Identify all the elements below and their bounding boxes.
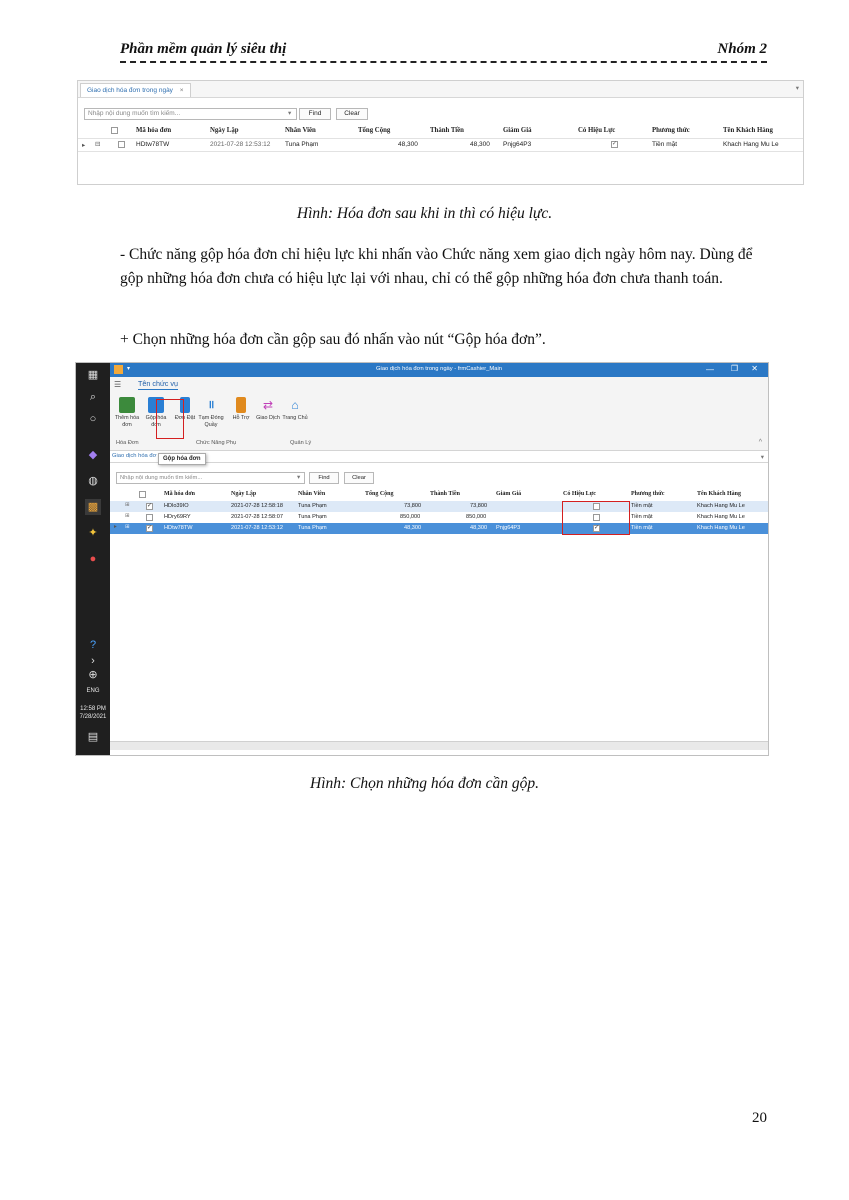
cell-nv: Tuna Phạm <box>298 503 327 509</box>
col-header-tong[interactable]: Tổng Cộng <box>358 127 391 134</box>
cortana-icon[interactable]: ○ <box>89 413 97 425</box>
cell-ma: HDtw78TW <box>164 525 193 531</box>
cell-tong: 48,300 <box>398 141 418 148</box>
dropdown-icon[interactable]: ▾ <box>297 474 301 481</box>
row-checkbox[interactable]: ✓ <box>147 503 153 509</box>
tab-daily-invoices[interactable]: Giao dịch hóa đơ <box>112 453 157 459</box>
pause-icon: ॥ <box>207 399 215 411</box>
dropdown-icon[interactable]: ▾ <box>288 110 292 117</box>
clock-date[interactable]: 7/28/2021 <box>79 714 107 720</box>
tab-daily-invoices[interactable]: Giao dịch hóa đơn trong ngày × <box>80 83 191 97</box>
screenshot-merge-invoices <box>75 362 769 756</box>
col-header-ngay[interactable]: Ngày Lập <box>231 491 257 497</box>
search-input[interactable]: Nhập nội dung muốn tìm kiếm... <box>116 472 305 484</box>
visual-studio-icon[interactable]: ◆ <box>88 449 98 461</box>
page-number: 20 <box>752 1110 767 1126</box>
support-icon <box>236 397 246 413</box>
cell-kh: Khach Hang Mu Le <box>697 514 745 520</box>
clock-time[interactable]: 12:58 PM <box>80 706 106 712</box>
chevron-icon[interactable]: › <box>91 655 95 667</box>
col-header-pt[interactable]: Phương thức <box>652 127 690 134</box>
tab-strip <box>110 451 768 463</box>
caption-2: Hình: Chọn những hóa đơn cần gộp. <box>310 775 539 792</box>
col-header-kh[interactable]: Tên Khách Hàng <box>723 127 773 134</box>
col-header-hieuluc[interactable]: Có Hiệu Lực <box>578 127 616 134</box>
home-button[interactable]: ⌂ Trang Chủ <box>282 398 308 421</box>
col-header-giam[interactable]: Giảm Giá <box>496 491 522 497</box>
clear-button[interactable]: Clear <box>336 108 368 120</box>
col-header-hieuluc[interactable]: Có Hiệu Lực <box>563 491 596 497</box>
cell-ngay: 2021-07-28 12:58:18 <box>231 503 283 509</box>
group-label-hoadon: Hóa Đơn <box>116 440 139 446</box>
cell-pt: Tiền mặt <box>631 503 653 509</box>
cell-kh: Khach Hang Mu Le <box>697 525 745 531</box>
paragraph-merge-description: - Chức năng gộp hóa đơn chỉ hiệu lực khi nhấn vào Chức năng xem giao dịch ngày hôm nay. Dùng để gộp những hóa đơn chưa có hiệu lực lại với nhau, chỉ có thể gộp những hóa đơn chưa thanh toán. <box>120 246 753 287</box>
expand-box-icon[interactable]: ⊞ <box>125 513 130 519</box>
cell-tong: 850,000 <box>400 514 421 520</box>
tools-icon[interactable]: ✦ <box>88 527 98 539</box>
cell-tong: 73,800 <box>404 503 422 509</box>
header-group: Nhóm 2 <box>717 41 767 57</box>
merge-invoice-button[interactable]: Gộp hóa đơn <box>143 397 169 428</box>
cell-nv: Tuna Phạm <box>298 525 327 531</box>
windows-start-icon[interactable]: ▦ <box>87 369 99 381</box>
cell-pt: Tiền mặt <box>631 514 653 520</box>
add-invoice-icon <box>119 397 135 413</box>
row-indicator-icon: ▸ <box>114 524 117 530</box>
highlight-hieuluc-column <box>562 501 630 535</box>
search-icon[interactable]: ⌕ <box>89 391 97 403</box>
restore-icon[interactable]: ❐ <box>730 364 738 373</box>
cell-ma: HDtw78TW <box>136 141 170 148</box>
cashier-app-icon[interactable]: ▩ <box>85 499 101 515</box>
table-row[interactable] <box>110 501 768 512</box>
header-divider <box>120 61 767 63</box>
table-row[interactable] <box>110 512 768 523</box>
find-button[interactable]: Find <box>299 108 331 120</box>
table-row[interactable] <box>78 138 803 152</box>
highlight-merge-button <box>156 399 184 439</box>
paragraph-merge-instruction: + Chọn những hóa đơn cần gộp sau đó nhấn vào nút “Gộp hóa đơn”. <box>120 331 546 348</box>
row-checkbox[interactable] <box>146 514 153 521</box>
cell-pt: Tiền mặt <box>652 141 678 148</box>
minimize-icon[interactable]: — <box>706 365 714 374</box>
hieuluc-checkbox[interactable]: ✓ <box>612 141 618 147</box>
help-icon[interactable]: ? <box>89 639 97 651</box>
screenshot-invoice-list <box>77 80 804 185</box>
select-all-checkbox[interactable] <box>139 491 146 498</box>
network-icon[interactable]: ⊕ <box>88 669 98 681</box>
col-header-nv[interactable]: Nhân Viên <box>298 491 326 497</box>
cell-tong: 48,300 <box>404 525 422 531</box>
transaction-icon: ⇄ <box>262 398 274 412</box>
cell-thanh: 850,000 <box>466 514 487 520</box>
home-icon: ⌂ <box>291 398 299 412</box>
window-titlebar <box>110 363 768 377</box>
col-header-kh[interactable]: Tên Khách Hàng <box>697 491 742 497</box>
cell-ngay: 2021-07-28 12:53:12 <box>231 525 283 531</box>
collapse-ribbon-icon[interactable]: ^ <box>758 439 762 446</box>
col-header-tong[interactable]: Tổng Cộng <box>365 491 394 497</box>
col-header-giam[interactable]: Giảm Giá <box>503 127 532 134</box>
row-checkbox[interactable]: ✓ <box>147 525 153 531</box>
find-button[interactable]: Find <box>309 472 339 484</box>
app-icon[interactable]: ◍ <box>88 475 98 487</box>
windows-taskbar <box>76 363 110 755</box>
tooltip: Gộp hóa đơn <box>158 453 206 465</box>
col-header-ma[interactable]: Mã hóa đơn <box>164 491 195 497</box>
caption-1: Hình: Hóa đơn sau khi in thì có hiệu lực. <box>296 205 553 222</box>
cell-thanh: 48,300 <box>470 141 490 148</box>
chevron-down-icon[interactable]: ▾ <box>795 85 799 92</box>
notification-icon[interactable]: ▤ <box>87 731 99 743</box>
select-all-checkbox[interactable] <box>111 127 118 134</box>
cell-thanh: 73,800 <box>470 503 488 509</box>
add-invoice-button[interactable]: Thêm hóa đơn <box>114 397 140 428</box>
content-area <box>110 451 768 755</box>
ribbon-tab[interactable]: Tên chức vụ <box>138 379 178 388</box>
cell-thanh: 48,300 <box>470 525 488 531</box>
cell-giam: Pnjg64P3 <box>496 525 521 531</box>
cell-ngay: 2021-07-28 12:58:07 <box>231 514 283 520</box>
ribbon <box>110 377 768 451</box>
pause-counter-button[interactable]: ॥ Tạm Đóng Quầy <box>198 399 224 428</box>
row-expand-icon[interactable]: ▸ <box>82 142 86 149</box>
expand-box-icon[interactable]: ⊞ <box>125 524 130 530</box>
col-header-thanh[interactable]: Thành Tiền <box>430 491 460 497</box>
cell-kh: Khach Hang Mu Le <box>697 503 745 509</box>
language-indicator[interactable]: ENG <box>86 688 100 694</box>
cell-ngay: 2021-07-28 12:53:12 <box>210 141 271 148</box>
col-header-thanh[interactable]: Thành Tiền <box>430 127 464 134</box>
order-button[interactable]: Đơn Đặt <box>172 397 198 422</box>
table-row-selected[interactable] <box>110 523 768 534</box>
transaction-button[interactable]: ⇄ Giao Dịch <box>256 398 280 421</box>
group-label-quanly: Quản Lý <box>290 440 312 446</box>
col-header-nv[interactable]: Nhân Viên <box>285 127 316 134</box>
col-header-pt[interactable]: Phương thức <box>631 491 665 497</box>
window-title: Giao dịch hóa đơn trong ngày - frmCashier_Main <box>376 366 502 372</box>
hieuluc-checkbox[interactable]: ✓ <box>594 525 600 531</box>
cell-pt: Tiền mặt <box>631 525 653 531</box>
close-icon[interactable]: ✕ <box>751 364 758 373</box>
tab-close-icon[interactable]: × <box>179 87 184 94</box>
cell-kh: Khach Hang Mu Le <box>723 141 779 148</box>
col-header-ma[interactable]: Mã hóa đơn <box>136 127 172 134</box>
cell-ma: HDry69RY <box>164 514 191 520</box>
tab-strip <box>78 81 803 98</box>
chevron-down-icon[interactable]: ▾ <box>760 454 764 461</box>
header-title: Phần mềm quản lý siêu thị <box>120 41 287 57</box>
cell-nv: Tuna Phạm <box>285 141 319 148</box>
row-checkbox[interactable] <box>118 141 125 148</box>
paint-icon[interactable]: ● <box>89 553 97 565</box>
expand-box-icon[interactable]: ⊟ <box>95 141 101 148</box>
group-label-chucnang: Chức Năng Phụ <box>196 440 237 446</box>
col-header-ngay[interactable]: Ngày Lập <box>210 127 239 134</box>
cell-nv: Tuna Phạm <box>298 514 327 520</box>
horizontal-scrollbar[interactable] <box>110 741 768 750</box>
ribbon-menu-icon[interactable]: ☰ <box>114 380 122 389</box>
expand-box-icon[interactable]: ⊞ <box>125 502 130 508</box>
cell-ma: HDlo39IO <box>164 503 189 509</box>
cell-giam: Pnjg64P3 <box>503 141 532 148</box>
clear-button[interactable]: Clear <box>344 472 374 484</box>
search-input[interactable]: Nhập nội dung muốn tìm kiếm... <box>84 108 297 120</box>
title-menu-icon[interactable]: ▾ <box>127 366 131 372</box>
support-button[interactable]: Hỗ Trợ <box>228 397 254 422</box>
